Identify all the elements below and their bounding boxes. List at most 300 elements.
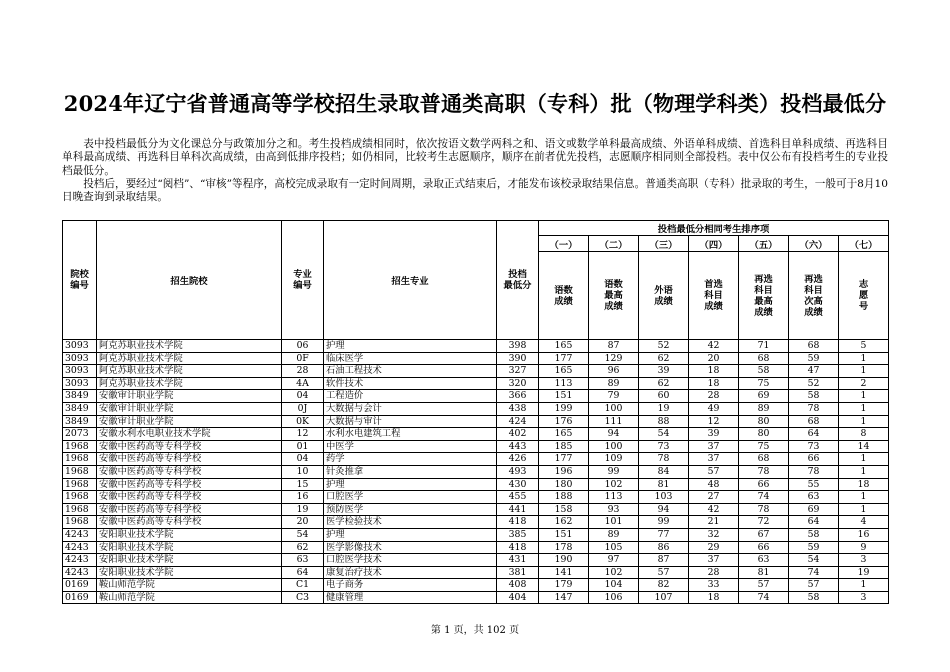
cell-score-3: 81 — [639, 478, 689, 491]
cell-score-6: 58 — [789, 528, 839, 541]
cell-score-3: 73 — [639, 440, 689, 453]
cell-score-5: 67 — [739, 528, 789, 541]
cell-min-score: 430 — [497, 478, 539, 491]
cell-school-code: 1968 — [63, 465, 97, 478]
cell-min-score: 493 — [497, 465, 539, 478]
cell-score-5: 72 — [739, 516, 789, 529]
cell-score-4: 20 — [689, 352, 739, 365]
cell-score-1: 165 — [539, 428, 589, 441]
cell-school-name: 安徽中医药高等专科学校 — [97, 453, 282, 466]
cell-score-7: 8 — [839, 428, 889, 441]
cell-min-score: 438 — [497, 402, 539, 415]
cell-score-3: 107 — [639, 591, 689, 604]
cell-score-4: 42 — [689, 503, 739, 516]
cell-score-5: 57 — [739, 579, 789, 592]
cell-score-7: 16 — [839, 528, 889, 541]
cell-score-5: 66 — [739, 541, 789, 554]
cell-score-1: 180 — [539, 478, 589, 491]
cell-school-code: 4243 — [63, 541, 97, 554]
cell-major-code: 04 — [282, 453, 324, 466]
cell-score-1: 196 — [539, 465, 589, 478]
cell-score-5: 75 — [739, 377, 789, 390]
cell-score-4: 33 — [689, 579, 739, 592]
cell-score-7: 1 — [839, 491, 889, 504]
cell-score-5: 68 — [739, 352, 789, 365]
cell-score-4: 48 — [689, 478, 739, 491]
cell-score-5: 58 — [739, 365, 789, 378]
cell-score-5: 89 — [739, 402, 789, 415]
cell-score-4: 27 — [689, 491, 739, 504]
cell-score-1: 199 — [539, 402, 589, 415]
cell-school-name: 鞍山师范学院 — [97, 579, 282, 592]
cell-score-7: 3 — [839, 554, 889, 567]
cell-major-name: 石油工程技术 — [324, 365, 497, 378]
cell-score-3: 103 — [639, 491, 689, 504]
cell-score-6: 78 — [789, 402, 839, 415]
cell-major-name: 中医学 — [324, 440, 497, 453]
cell-score-5: 75 — [739, 440, 789, 453]
table-row — [63, 478, 889, 491]
cell-major-name: 口腔医学 — [324, 491, 497, 504]
cell-score-2: 93 — [589, 503, 639, 516]
cell-school-code: 1968 — [63, 491, 97, 504]
cell-score-2: 111 — [589, 415, 639, 428]
cell-score-4: 57 — [689, 465, 739, 478]
cell-school-code: 1968 — [63, 478, 97, 491]
cell-min-score: 404 — [497, 591, 539, 604]
cell-score-6: 64 — [789, 516, 839, 529]
cell-major-name: 大数据与会计 — [324, 402, 497, 415]
cell-score-4: 37 — [689, 453, 739, 466]
cell-school-name: 安阳职业技术学院 — [97, 566, 282, 579]
cell-score-3: 77 — [639, 528, 689, 541]
table-row — [63, 415, 889, 428]
cell-score-3: 99 — [639, 516, 689, 529]
cell-school-name: 安徽中医药高等专科学校 — [97, 478, 282, 491]
cell-major-name: 口腔医学技术 — [324, 554, 497, 567]
cell-score-6: 73 — [789, 440, 839, 453]
table-row — [63, 591, 889, 604]
table-row — [63, 428, 889, 441]
cell-score-6: 63 — [789, 491, 839, 504]
table-row — [63, 554, 889, 567]
cell-score-3: 19 — [639, 402, 689, 415]
cell-score-2: 100 — [589, 440, 639, 453]
cell-major-code: C1 — [282, 579, 324, 592]
cell-score-6: 55 — [789, 478, 839, 491]
cell-school-code: 3849 — [63, 415, 97, 428]
cell-school-name: 安徽审计职业学院 — [97, 402, 282, 415]
cell-school-name: 安徽中医药高等专科学校 — [97, 503, 282, 516]
cell-school-name: 阿克苏职业技术学院 — [97, 365, 282, 378]
cell-score-6: 54 — [789, 554, 839, 567]
cell-score-2: 101 — [589, 516, 639, 529]
cell-score-5: 80 — [739, 428, 789, 441]
cell-score-3: 60 — [639, 390, 689, 403]
header-item-3: 外语 成绩 — [639, 252, 689, 340]
cell-score-4: 42 — [689, 340, 739, 353]
cell-score-6: 58 — [789, 390, 839, 403]
score-table — [62, 220, 889, 604]
cell-score-6: 59 — [789, 541, 839, 554]
cell-score-5: 74 — [739, 591, 789, 604]
cell-score-7: 4 — [839, 516, 889, 529]
header-order-1: （一） — [539, 236, 589, 252]
cell-major-name: 护理 — [324, 340, 497, 353]
cell-school-code: 1968 — [63, 453, 97, 466]
cell-score-5: 80 — [739, 415, 789, 428]
cell-score-4: 37 — [689, 440, 739, 453]
cell-score-7: 3 — [839, 591, 889, 604]
cell-major-code: 62 — [282, 541, 324, 554]
cell-major-code: 10 — [282, 465, 324, 478]
cell-score-6: 59 — [789, 352, 839, 365]
cell-score-3: 39 — [639, 365, 689, 378]
table-row — [63, 340, 889, 353]
cell-min-score: 431 — [497, 554, 539, 567]
cell-score-7: 2 — [839, 377, 889, 390]
cell-min-score: 320 — [497, 377, 539, 390]
table-row — [63, 465, 889, 478]
cell-min-score: 381 — [497, 566, 539, 579]
intro-paragraph-2: 投档后，要经过“阅档”、“审核”等程序，高校完成录取有一定时间周期，录取正式结束后，才能发布该校录取结果信息。普通类高职（专科）批录取的考生，一般可于8月10日晚查询到录取结果。 — [62, 177, 888, 204]
cell-score-5: 78 — [739, 503, 789, 516]
cell-min-score: 402 — [497, 428, 539, 441]
cell-min-score: 385 — [497, 528, 539, 541]
cell-score-1: 179 — [539, 579, 589, 592]
cell-score-5: 71 — [739, 340, 789, 353]
cell-score-2: 94 — [589, 428, 639, 441]
cell-score-4: 18 — [689, 365, 739, 378]
cell-score-3: 54 — [639, 428, 689, 441]
cell-score-7: 1 — [839, 465, 889, 478]
cell-score-2: 79 — [589, 390, 639, 403]
cell-min-score: 455 — [497, 491, 539, 504]
cell-score-1: 165 — [539, 340, 589, 353]
table-row — [63, 491, 889, 504]
cell-school-code: 2073 — [63, 428, 97, 441]
cell-min-score: 398 — [497, 340, 539, 353]
cell-major-code: 19 — [282, 503, 324, 516]
cell-score-4: 18 — [689, 377, 739, 390]
cell-major-code: 64 — [282, 566, 324, 579]
cell-score-7: 18 — [839, 478, 889, 491]
cell-score-2: 129 — [589, 352, 639, 365]
cell-score-2: 96 — [589, 365, 639, 378]
cell-score-6: 57 — [789, 579, 839, 592]
cell-score-4: 12 — [689, 415, 739, 428]
cell-major-name: 大数据与审计 — [324, 415, 497, 428]
cell-score-6: 66 — [789, 453, 839, 466]
cell-score-1: 113 — [539, 377, 589, 390]
cell-school-code: 3849 — [63, 402, 97, 415]
table-row — [63, 566, 889, 579]
cell-min-score: 366 — [497, 390, 539, 403]
cell-score-1: 185 — [539, 440, 589, 453]
cell-major-code: 63 — [282, 554, 324, 567]
cell-score-7: 1 — [839, 365, 889, 378]
cell-score-3: 84 — [639, 465, 689, 478]
cell-school-name: 安徽中医药高等专科学校 — [97, 491, 282, 504]
cell-major-name: 健康管理 — [324, 591, 497, 604]
cell-major-name: 水利水电建筑工程 — [324, 428, 497, 441]
cell-major-code: 12 — [282, 428, 324, 441]
cell-major-name: 电子商务 — [324, 579, 497, 592]
cell-school-name: 阿克苏职业技术学院 — [97, 377, 282, 390]
cell-school-code: 1968 — [63, 503, 97, 516]
cell-major-code: 16 — [282, 491, 324, 504]
table-row — [63, 365, 889, 378]
cell-score-3: 62 — [639, 352, 689, 365]
cell-major-code: 15 — [282, 478, 324, 491]
cell-major-name: 护理 — [324, 528, 497, 541]
cell-major-name: 预防医学 — [324, 503, 497, 516]
cell-school-name: 安徽水利水电职业技术学院 — [97, 428, 282, 441]
cell-major-code: 54 — [282, 528, 324, 541]
intro-paragraph-1: 表中投档最低分为文化课总分与政策加分之和。考生投档成绩相同时，依次按语文数学两科之和、语文或数学单科最高成绩、外语单科成绩、首选科目单科成绩、再选科目单科最高成绩、再选科目单科次高成绩，由高到低排序投档；如仍相同，比较考生志愿顺序，顺序在前者优先投档，志愿顺序相同则全部投档。表中仅公布有投档考生的专业投档最低分。 — [62, 138, 888, 177]
cell-score-2: 99 — [589, 465, 639, 478]
cell-score-7: 1 — [839, 503, 889, 516]
cell-score-7: 14 — [839, 440, 889, 453]
cell-score-5: 66 — [739, 478, 789, 491]
cell-school-name: 安徽审计职业学院 — [97, 415, 282, 428]
cell-major-code: 28 — [282, 365, 324, 378]
cell-major-name: 医学检验技术 — [324, 516, 497, 529]
header-item-7: 志 愿 号 — [839, 252, 889, 340]
cell-school-code: 4243 — [63, 566, 97, 579]
cell-score-7: 1 — [839, 453, 889, 466]
cell-school-name: 安阳职业技术学院 — [97, 554, 282, 567]
cell-school-code: 0169 — [63, 591, 97, 604]
cell-major-code: 0K — [282, 415, 324, 428]
cell-score-7: 5 — [839, 340, 889, 353]
header-major-name: 招生专业 — [324, 221, 497, 340]
cell-score-1: 147 — [539, 591, 589, 604]
cell-score-7: 9 — [839, 541, 889, 554]
cell-score-7: 1 — [839, 402, 889, 415]
cell-score-4: 29 — [689, 541, 739, 554]
cell-school-name: 安阳职业技术学院 — [97, 528, 282, 541]
cell-score-7: 19 — [839, 566, 889, 579]
cell-score-2: 97 — [589, 554, 639, 567]
header-order-5: （五） — [739, 236, 789, 252]
cell-score-3: 62 — [639, 377, 689, 390]
cell-score-6: 52 — [789, 377, 839, 390]
cell-score-6: 58 — [789, 591, 839, 604]
header-order-7: （七） — [839, 236, 889, 252]
cell-school-code: 1968 — [63, 516, 97, 529]
cell-score-2: 104 — [589, 579, 639, 592]
cell-school-name: 鞍山师范学院 — [97, 591, 282, 604]
cell-major-code: 0F — [282, 352, 324, 365]
cell-school-code: 1968 — [63, 440, 97, 453]
header-min-score: 投档 最低分 — [497, 221, 539, 340]
cell-min-score: 408 — [497, 579, 539, 592]
cell-school-code: 4243 — [63, 528, 97, 541]
table-header — [63, 221, 889, 340]
header-item-1: 语数 成绩 — [539, 252, 589, 340]
cell-school-name: 阿克苏职业技术学院 — [97, 340, 282, 353]
cell-min-score: 418 — [497, 516, 539, 529]
cell-score-6: 69 — [789, 503, 839, 516]
cell-school-name: 安徽中医药高等专科学校 — [97, 440, 282, 453]
header-item-2: 语数 最高 成绩 — [589, 252, 639, 340]
cell-score-1: 165 — [539, 365, 589, 378]
cell-school-code: 3849 — [63, 390, 97, 403]
cell-major-code: 20 — [282, 516, 324, 529]
header-item-4: 首选 科目 成绩 — [689, 252, 739, 340]
page-footer: 第 1 页，共 102 页 — [430, 625, 520, 636]
cell-score-7: 1 — [839, 352, 889, 365]
cell-school-code: 3093 — [63, 352, 97, 365]
cell-score-7: 1 — [839, 579, 889, 592]
cell-major-code: 06 — [282, 340, 324, 353]
cell-score-4: 32 — [689, 528, 739, 541]
cell-school-name: 安阳职业技术学院 — [97, 541, 282, 554]
cell-score-5: 63 — [739, 554, 789, 567]
cell-min-score: 418 — [497, 541, 539, 554]
cell-min-score: 426 — [497, 453, 539, 466]
cell-min-score: 441 — [497, 503, 539, 516]
cell-score-4: 37 — [689, 554, 739, 567]
cell-min-score: 424 — [497, 415, 539, 428]
table-row — [63, 516, 889, 529]
cell-score-1: 178 — [539, 541, 589, 554]
cell-score-6: 78 — [789, 465, 839, 478]
cell-major-code: 04 — [282, 390, 324, 403]
table-row — [63, 352, 889, 365]
table-row — [63, 390, 889, 403]
cell-score-4: 28 — [689, 390, 739, 403]
cell-score-1: 190 — [539, 554, 589, 567]
cell-min-score: 327 — [497, 365, 539, 378]
header-order-4: （四） — [689, 236, 739, 252]
table-row — [63, 541, 889, 554]
cell-score-5: 69 — [739, 390, 789, 403]
cell-major-name: 临床医学 — [324, 352, 497, 365]
cell-score-1: 188 — [539, 491, 589, 504]
cell-major-name: 医学影像技术 — [324, 541, 497, 554]
cell-score-4: 21 — [689, 516, 739, 529]
cell-score-3: 87 — [639, 554, 689, 567]
cell-score-6: 64 — [789, 428, 839, 441]
cell-school-code: 0169 — [63, 579, 97, 592]
cell-score-1: 151 — [539, 390, 589, 403]
cell-score-4: 49 — [689, 402, 739, 415]
cell-score-1: 141 — [539, 566, 589, 579]
cell-score-3: 52 — [639, 340, 689, 353]
cell-major-name: 针灸推拿 — [324, 465, 497, 478]
table-row — [63, 402, 889, 415]
header-school-code: 院校 编号 — [63, 221, 97, 340]
cell-score-6: 74 — [789, 566, 839, 579]
header-item-6: 再选 科目 次高 成绩 — [789, 252, 839, 340]
cell-score-6: 68 — [789, 340, 839, 353]
cell-school-code: 3093 — [63, 340, 97, 353]
cell-score-2: 105 — [589, 541, 639, 554]
cell-school-code: 4243 — [63, 554, 97, 567]
cell-school-name: 安徽中医药高等专科学校 — [97, 465, 282, 478]
cell-score-2: 102 — [589, 566, 639, 579]
cell-score-3: 94 — [639, 503, 689, 516]
cell-score-3: 78 — [639, 453, 689, 466]
cell-score-1: 151 — [539, 528, 589, 541]
cell-school-name: 安徽中医药高等专科学校 — [97, 516, 282, 529]
header-order-6: （六） — [789, 236, 839, 252]
cell-major-code: 01 — [282, 440, 324, 453]
table-row — [63, 440, 889, 453]
cell-score-1: 177 — [539, 453, 589, 466]
cell-score-7: 1 — [839, 415, 889, 428]
cell-score-2: 100 — [589, 402, 639, 415]
cell-score-2: 89 — [589, 528, 639, 541]
cell-score-7: 1 — [839, 390, 889, 403]
cell-major-name: 药学 — [324, 453, 497, 466]
cell-score-6: 47 — [789, 365, 839, 378]
header-order-2: （二） — [589, 236, 639, 252]
page-title: 2024年辽宁省普通高等学校招生录取普通类高职（专科）批（物理学科类）投档最低分 — [63, 91, 887, 116]
cell-score-5: 74 — [739, 491, 789, 504]
cell-score-1: 177 — [539, 352, 589, 365]
cell-score-2: 89 — [589, 377, 639, 390]
cell-min-score: 390 — [497, 352, 539, 365]
cell-score-2: 102 — [589, 478, 639, 491]
cell-score-5: 78 — [739, 465, 789, 478]
table-row — [63, 579, 889, 592]
header-tiebreak-group: 投档最低分相同考生排序项 — [539, 221, 889, 236]
cell-min-score: 443 — [497, 440, 539, 453]
cell-major-name: 护理 — [324, 478, 497, 491]
intro-notes — [62, 138, 888, 204]
header-item-5: 再选 科目 最高 成绩 — [739, 252, 789, 340]
cell-score-1: 158 — [539, 503, 589, 516]
table-row — [63, 453, 889, 466]
cell-major-name: 软件技术 — [324, 377, 497, 390]
cell-major-name: 工程造价 — [324, 390, 497, 403]
table-row — [63, 377, 889, 390]
cell-major-code: 4A — [282, 377, 324, 390]
cell-score-4: 39 — [689, 428, 739, 441]
cell-major-code: C3 — [282, 591, 324, 604]
table-row — [63, 503, 889, 516]
cell-score-2: 106 — [589, 591, 639, 604]
cell-score-5: 68 — [739, 453, 789, 466]
cell-major-name: 康复治疗技术 — [324, 566, 497, 579]
cell-score-2: 113 — [589, 491, 639, 504]
cell-score-1: 176 — [539, 415, 589, 428]
cell-school-code: 3093 — [63, 377, 97, 390]
cell-score-3: 86 — [639, 541, 689, 554]
cell-school-name: 安徽审计职业学院 — [97, 390, 282, 403]
cell-score-3: 82 — [639, 579, 689, 592]
cell-score-4: 28 — [689, 566, 739, 579]
cell-score-5: 81 — [739, 566, 789, 579]
table-row — [63, 528, 889, 541]
cell-score-1: 162 — [539, 516, 589, 529]
header-major-code: 专业 编号 — [282, 221, 324, 340]
cell-major-code: 0J — [282, 402, 324, 415]
table-body — [63, 340, 889, 604]
header-order-3: （三） — [639, 236, 689, 252]
cell-school-code: 3093 — [63, 365, 97, 378]
header-school-name: 招生院校 — [97, 221, 282, 340]
cell-score-4: 18 — [689, 591, 739, 604]
cell-score-3: 88 — [639, 415, 689, 428]
cell-score-3: 57 — [639, 566, 689, 579]
cell-score-6: 68 — [789, 415, 839, 428]
cell-score-2: 109 — [589, 453, 639, 466]
cell-school-name: 阿克苏职业技术学院 — [97, 352, 282, 365]
